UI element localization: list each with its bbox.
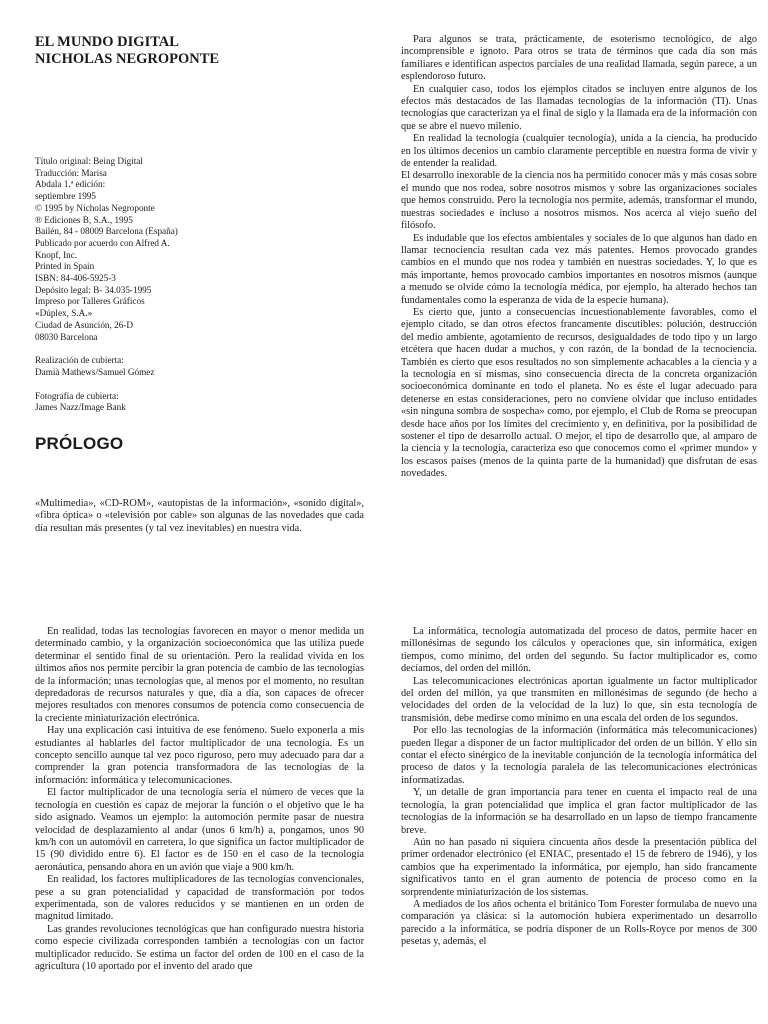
paragraph: Las grandes revoluciones tecnológicas que han configurado nuestra historia como especie civilizada corresponden también a tecnologías con un factor multiplicador reducido. Se estima un factor del orden de 100 en el caso de la agricultura (10 aportado por el invento del arado que <box>35 923 364 972</box>
paragraph: Por ello las tecnologías de la información (informática más telecomunicaciones) pueden llegar a disponer de un factor multiplicador del orden de un billón. Y ello sin contar el efecto sinérgico de la inevitable conjunción de la tecnología informática del proceso de datos y la tecnología paralela de las telecomunicaciones electrónicas informatizadas. <box>401 725 757 786</box>
photo-credit-line: James Nazz/Image Bank <box>35 402 126 413</box>
page-bottom <box>0 590 768 1024</box>
meta-line: «Dúplex, S.A.» <box>35 308 93 319</box>
meta-line: Printed in Spain <box>35 261 95 272</box>
photo-credit-line: Fotografía de cubierta: <box>35 390 119 401</box>
bottom-right-column <box>401 626 757 1024</box>
meta-line: Ciudad de Asunción, 26-D <box>35 319 133 330</box>
paragraph: Para algunos se trata, prácticamente, de esoterismo tecnológico, de algo incomprensible e ignoto. Para otros se trata de términos que cada día son más familiares e identifican aspectos parciales de una realidad llamada, según parece, a un esplendoroso futuro. <box>401 34 757 83</box>
meta-line: Publicado por acuerdo con Alfred A. <box>35 237 170 248</box>
paragraph: En realidad, los factores multiplicadores de las tecnologías convencionales, pese a su gran potencialidad y capacidad de transformación por todos experimentada, son de valores reducidos y se mantienen en un orden de magnitud limitado. <box>35 874 364 923</box>
bottom-left-column <box>35 626 364 1024</box>
paragraph: El factor multiplicador de una tecnología sería el número de veces que la tecnología en cuestión es capaz de mejorar la función o el objetivo que le ha sido asignado. Veamos un ejemplo: la automoción permite pasar de nuestra velocidad de desplazamiento al andar (unos 6 km/h) a, pongamos, unos 90 km/h con un automóvil en carretera, lo que significa un factor multiplicador de 15 (90 dividido entre 6). El factor es de 150 en el caso de la tecnología aeronáutica, pensando ahora en un avión que viaje a 900 km/h. <box>35 787 364 873</box>
paragraph: El desarrollo inexorable de la ciencia nos ha permitido conocer más y más cosas sobre el mundo que nos rodea, sobre nosotros mismos y sobre las organizaciones sociales que hemos construido. Pero la tecnología nos permite, además, transformar el mundo, nuestras sociedades e incluso a nosotros mismos. Nos acerca al viejo sueño del filósofo. <box>401 170 757 232</box>
paragraph: En realidad la tecnología (cualquier tecnología), unida a la ciencia, ha producido en los últimos decenios un cambio claramente perceptible en nuestra forma de vivir y de entender la realidad. <box>401 133 757 170</box>
cover-credit-line: Realización de cubierta: <box>35 355 124 366</box>
book-title <box>35 34 364 68</box>
section-title: PRÓLOGO <box>35 434 124 454</box>
paragraph: Hay una explicación casi intuitiva de ese fenómeno. Suelo exponerla a mis estudiantes al hablarles del factor multiplicador de una tecnología. Es un concepto sencillo aunque tal vez poco riguroso, pero muy adecuado para dar a comprender la gran potencia transformadora de las tecnologías de la información: informática y telecomunicaciones. <box>35 725 364 786</box>
meta-line: Knopf, Inc. <box>35 249 78 260</box>
paragraph: A mediados de los años ochenta el británico Tom Forester formulaba de nuevo una comparación ya clásica: si la automoción hubiera experimentado un desarrollo parecido a la informática, se podría disponer de un Rolls-Royce por menos de 300 pesetas y, además, el <box>401 898 757 948</box>
book-title-line: EL MUNDO DIGITAL <box>35 34 179 50</box>
meta-line: ISBN: 84-406-5925-3 <box>35 273 116 284</box>
paragraph: Y, un detalle de gran importancia para tener en cuenta el impacto real de una tecnología, la gran potencialidad que implica el gran factor multiplicador de las tecnologías de la información se ha desarrollado en un lapso de tiempo francamente breve. <box>401 787 757 836</box>
meta-line: 08030 Barcelona <box>35 331 98 342</box>
cover-credit-line: Damià Mathews/Samuel Gómez <box>35 366 155 377</box>
paragraph: Es indudable que los efectos ambientales y sociales de lo que algunos han dado en llamar tecnociencia resultan cada vez más patentes. Hemos provocado grandes cambios en el mundo que nos rodea y también en nuestras sociedades. Y, lo que es más importante, hemos provocado cambios importantes en nosotros mismos (aunque a menudo se olvide cómo la tecnología médica, por ejemplo, ha alterado hechos tan fundamentales como la esperanza de vida de la especie humana). <box>401 232 757 306</box>
meta-line: Impreso por Talleres Gráficos <box>35 296 145 307</box>
intro-paragraph-block <box>35 498 364 535</box>
book-author-line: NICHOLAS NEGROPONTE <box>35 51 220 67</box>
meta-line: Depósito legal: B- 34.035-1995 <box>35 284 152 295</box>
meta-line: © 1995 by Nicholas Negroponte <box>35 202 155 213</box>
meta-line: Traducción: Marisa <box>35 167 107 178</box>
top-left-column <box>35 34 364 535</box>
paragraph: En cualquier caso, todos los ejemplos citados se incluyen entre algunos de los efectos más destacados de las llamadas tecnologías de la información (TI). Unas tecnologías que caracterizan ya el final de siglo y la llamada era de la información con que se abre el nuevo milenio. <box>401 83 757 132</box>
copyright-block <box>35 156 364 414</box>
meta-line: Bailén, 84 - 08009 Barcelona (España) <box>35 226 178 237</box>
paragraph: La informática, tecnología automatizada del proceso de datos, permite hacer en millonésimas de segundo los cálculos y operaciones que, sin informática, exigen tiempos, como mínimo, del orden del segundo. Su factor multiplicador es, como decíamos, del orden del millón. <box>401 626 757 675</box>
top-right-column <box>401 34 757 481</box>
paragraph: Aún no han pasado ni siquiera cincuenta años desde la presentación pública del primer ordenador electrónico (el ENIAC, presentado el 15 de febrero de 1946), y los cambios que ha experimentado la informática, por ejemplo, han sido francamente significativos tanto en el gran aumento de potencia de proceso como en la sorprendente miniaturización de los sistemas. <box>401 836 757 898</box>
meta-line: ® Ediciones B, S.A., 1995 <box>35 214 133 225</box>
meta-line: Título original: Being Digital <box>35 156 143 166</box>
paragraph: Es cierto que, junto a consecuencias incuestionablemente favorables, como el ejemplo citado, se dan otros efectos francamente discutibles: polución, destrucción del medio ambiente, agotamiento de recursos, desigualdades de todo tipo y un largo etcétera que hacen dudar a muchos, y con razón, de la bondad de la tecnociencia. También es cierto que esos resultados no son simplemente achacables a la ciencia y a la tecnología en sí mismas, sino consecuencia directa de la concreta organización socioeconómica dominante en todo el planeta. No es éste el lugar adecuado para detenerse en estas consideraciones, pero no conviene olvidar que incluso entidades «sin ninguna sombra de sospecha» como, por ejemplo, el Club de Roma se preocupan desde hace años por los límites del crecimiento y, en definitiva, por la posibilidad de sostener el tipo de desarrollo actual. O mejor, el tipo de desarrollo que, al amparo de la ciencia y la tecnología, caracteriza eso que conocemos como el «primer mundo» y los escasos países (menos de la quinta parte de la humanidad) que disfrutan de esas novedades. <box>401 306 757 480</box>
intro-paragraph: «Multimedia», «CD-ROM», «autopistas de la información», «sonido digital», «fibra óptica» o «televisión por cable» son algunas de las novedades que cada día resultan más presentes (y tal vez inevitables) en nuestra vida. <box>35 498 364 534</box>
meta-line: Abdala 1.ª edición: <box>35 179 106 190</box>
meta-line: septiembre 1995 <box>35 191 96 202</box>
paragraph: En realidad, todas las tecnologías favorecen en mayor o menor medida un determinado cambio, y la organización socioeconómica que las utiliza puede determinar el sentido final de su orientación. Pero la realidad vivida en los últimos años nos permite percibir la gran potencia de cambio de las tecnologías de la información; unas tecnologías que, al menos por el momento, no resultan depredadoras de recursos naturales y que, día a día, son capaces de ofrecer mejores resultados con menores consumos de potencia como consecuencia de la creciente miniaturización electrónica. <box>35 626 364 724</box>
paragraph: Las telecomunicaciones electrónicas aportan igualmente un factor multiplicador del orden del millón, ya que transmiten en millonésimas de segundo (de hecho a velocidades del orden de la velocidad de la luz) lo que, sin esta tecnología de transmisión, debe medirse como mínimo en una escala del orden de los segundos. <box>401 675 757 724</box>
